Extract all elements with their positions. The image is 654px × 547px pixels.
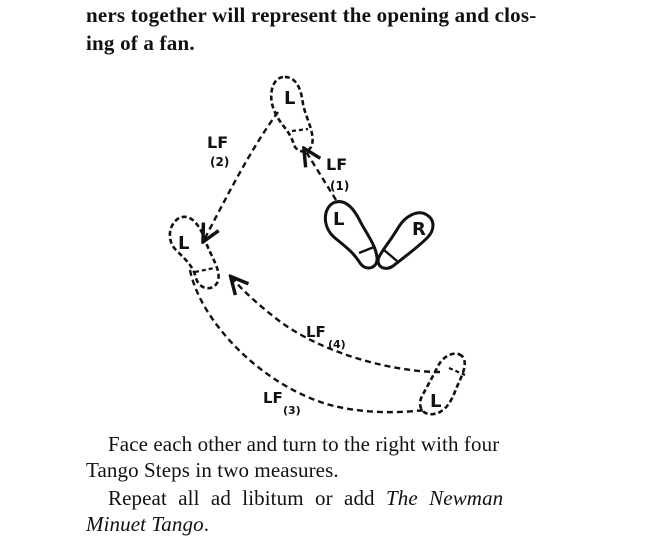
title-reference: The Newman xyxy=(386,486,504,510)
footprint-bottom-right xyxy=(420,354,465,415)
step-label-text: LF xyxy=(263,389,283,407)
text-run: Repeat all ad libitum or add xyxy=(108,486,387,510)
footprint-letter: L xyxy=(178,233,190,254)
footprint-letter: L xyxy=(430,391,442,412)
footprint-start-right xyxy=(378,213,433,269)
step-label-1 xyxy=(326,155,349,193)
paragraph-line xyxy=(108,485,503,511)
step-label-text: LF xyxy=(207,133,229,152)
step-path-3 xyxy=(190,270,425,412)
paragraph-line: Tango Steps in two measures. xyxy=(86,458,339,482)
footprint-letter: L xyxy=(284,88,296,109)
step-label-4 xyxy=(306,323,346,351)
step-path-4 xyxy=(232,278,440,372)
paragraph-line: ing of a fan. xyxy=(86,31,195,55)
footprint-letter: R xyxy=(412,219,426,240)
step-path-2 xyxy=(204,112,278,240)
step-label-number: (4) xyxy=(328,338,346,351)
step-label-text: LF xyxy=(326,155,348,174)
step-label-number: (2) xyxy=(210,155,230,169)
paragraph-line xyxy=(86,511,209,537)
step-label-number: (1) xyxy=(330,179,350,193)
paragraph-line: Face each other and turn to the right with four xyxy=(108,432,500,456)
title-reference: Minuet Tango xyxy=(86,512,204,536)
step-label-3 xyxy=(263,389,301,417)
step-label-2 xyxy=(207,133,229,169)
footprint-letter: L xyxy=(333,209,345,230)
step-label-number: (3) xyxy=(283,404,301,417)
paragraph-line: ners together will represent the opening and clos- xyxy=(86,3,537,27)
text-run: . xyxy=(203,512,210,536)
footprint-start-left xyxy=(325,202,377,268)
step-label-text: LF xyxy=(306,323,326,341)
